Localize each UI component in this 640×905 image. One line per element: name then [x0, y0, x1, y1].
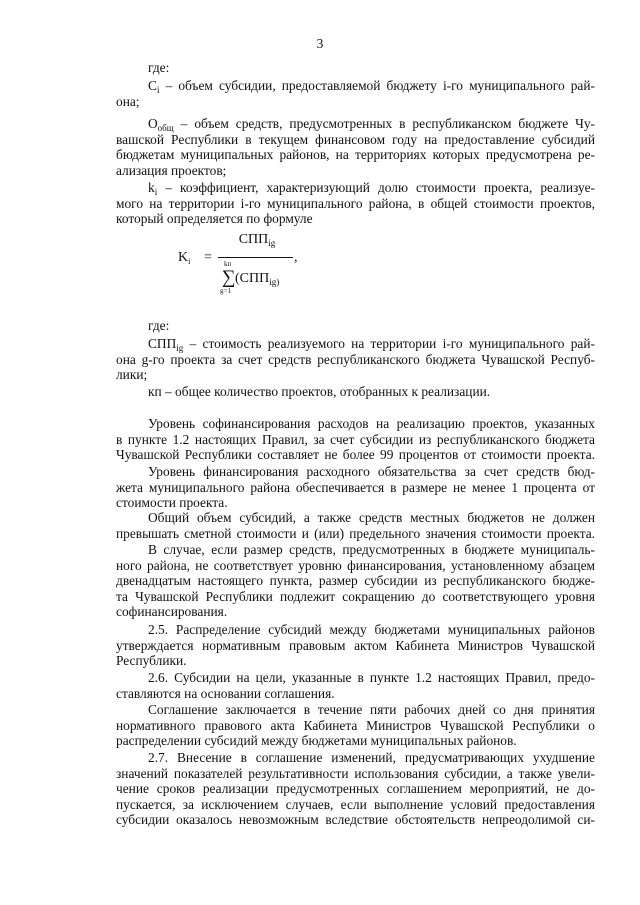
definition-line: вашской Республики в текущем финансовом году на предоставление субсидий: [116, 131, 595, 147]
paragraph-total-volume: [116, 510, 595, 541]
definition-o: [116, 116, 595, 178]
symbol: k: [148, 180, 155, 195]
symbol: C: [148, 78, 157, 93]
text-line: превышать сметной стоимости и (или) предельного значения стоимости проекта.: [116, 525, 595, 541]
page-number: 3: [316, 36, 324, 51]
definition-line: $k_i$ – коэффициент, характеризующий долю стоимости проекта, реализуе-: [148, 180, 595, 197]
symbol-subscript: i: [154, 187, 158, 197]
text-line: в пункте 1.2 настоящих Правил, за счет субсидии из республиканского бюджета: [116, 431, 595, 447]
symbol-subscript: ig: [176, 343, 184, 353]
definition-line: $СПП_{ig}$ – стоимость реализуемого на территории i-го муниципального рай-: [148, 336, 595, 353]
definition-c: [116, 78, 595, 109]
definition-spp: [116, 336, 595, 383]
symbol-subscript: i: [156, 85, 160, 95]
text-line: пускается, за исключением случаев, если выполнение условий предоставления: [116, 796, 595, 812]
formula-k: [178, 232, 378, 298]
sum-upper-limit: kп: [224, 260, 232, 268]
definition-k: [116, 180, 595, 227]
where-label: где:: [148, 60, 170, 75]
text-line: Общий объем субсидий, а также средств местных бюджетов не должен: [148, 510, 595, 525]
text-line: субсидии оказалось невозможным вследствие обстоятельств непреодолимой си-: [116, 812, 595, 828]
fraction-bar: [218, 257, 293, 258]
formula-equals: =: [204, 250, 212, 265]
text-line: значений показателей результативности использования субсидии, а также увели-: [116, 765, 595, 781]
text-line: В случае, если размер средств, предусмотренных в бюджете муниципаль-: [148, 542, 595, 557]
definition-line: кп – общее количество проектов, отобранных к реализации.: [148, 384, 491, 399]
definition-line: она g-го проекта за счет средств республиканского бюджета Чувашской Респуб-: [116, 351, 595, 367]
formula-numerator: $СПП_{ig}$: [238, 232, 276, 248]
symbol: СПП: [148, 336, 177, 351]
text-line: чение сроков реализации предусмотренных соглашением мероприятий, не до-: [116, 781, 595, 797]
text-line: Чувашской Республики составляет не более 99 процентов от стоимости проекта.: [116, 447, 595, 463]
definition-line: она;: [116, 93, 140, 109]
text-line: 2.7. Внесение в соглашение изменений, предусматривающих ухудшение: [148, 750, 595, 765]
text-line: утверждается нормативным правовым актом Кабинета Министров Чувашской: [116, 637, 595, 653]
text-line: двенадцатым настоящего пункта, размер субсидии из республиканского бюдже-: [116, 573, 595, 589]
where-intro-2: [116, 318, 595, 334]
formula-lhs: $K_i$: [178, 250, 191, 266]
definition-line: бюджетам муниципальных районов, на территориях которых предусмотрена ре-: [116, 147, 595, 163]
definition-line: $O_{общ}$ – объем средств, предусмотренных в республиканском бюджете Чу-: [148, 116, 595, 133]
definition-line: ализация проектов;: [116, 162, 227, 178]
symbol: O: [148, 116, 158, 131]
text-line: Уровень финансирования расходного обязательства за счет средств бюд-: [148, 464, 595, 479]
text-line: ного района, не соответствует уровню финансирования, установленному абзацем: [116, 557, 595, 573]
paragraph-cofinancing: [116, 416, 595, 463]
sigma-icon: ∑: [222, 267, 236, 288]
paragraph-2-5: [116, 622, 595, 669]
text-line: Уровень софинансирования расходов на реализацию проектов, указанных: [148, 416, 595, 431]
text-line: софинансирования.: [116, 604, 228, 620]
paragraph-2-7: [116, 750, 595, 828]
definition-line: который определяется по формуле: [116, 211, 313, 227]
sum-lower-limit: g=1: [220, 287, 231, 295]
paragraph-financing-level: [116, 464, 595, 511]
text-line: 2.6. Субсидии на цели, указанные в пункте 1.2 настоящих Правил, предо-: [148, 670, 595, 685]
text-line: Республики.: [116, 653, 187, 669]
symbol-subscript: общ: [157, 123, 174, 133]
formula-denominator: ($СПП_{ig)}$: [235, 271, 280, 287]
text-line: Соглашение заключается в течение пяти рабочих дней со дня принятия: [148, 702, 595, 717]
text-line: нормативного правового акта Кабинета Министров Чувашской Республики о: [116, 717, 595, 733]
definition-line: $C_i$ – объем субсидии, предоставляемой бюджету i-го муниципального рай-: [148, 78, 595, 95]
where-intro: [116, 60, 595, 76]
text-line: жета муниципального района обеспечивается в размере не менее 1 процента от: [116, 479, 595, 495]
text-line: 2.5. Распределение субсидий между бюджетами муниципальных районов: [148, 622, 595, 637]
paragraph-agreement: [116, 702, 595, 749]
text-line: та Чувашской Республики подлежит сокращению до соответствующего уровня: [116, 588, 595, 604]
text-line: ставляются на основании соглашения.: [116, 685, 335, 701]
formula-comma: ,: [294, 250, 298, 265]
text-line: стоимости проекта.: [116, 495, 228, 511]
definition-kp: [116, 384, 595, 400]
paragraph-2-6: [116, 670, 595, 701]
where-label: где:: [148, 318, 170, 333]
text-line: распределении субсидий между бюджетами муниципальных районов.: [116, 733, 517, 749]
paragraph-reduction: [116, 542, 595, 620]
definition-line: лики;: [116, 367, 148, 383]
definition-line: мого на территории i-го муниципального района, в общей стоимости проектов,: [116, 195, 595, 211]
